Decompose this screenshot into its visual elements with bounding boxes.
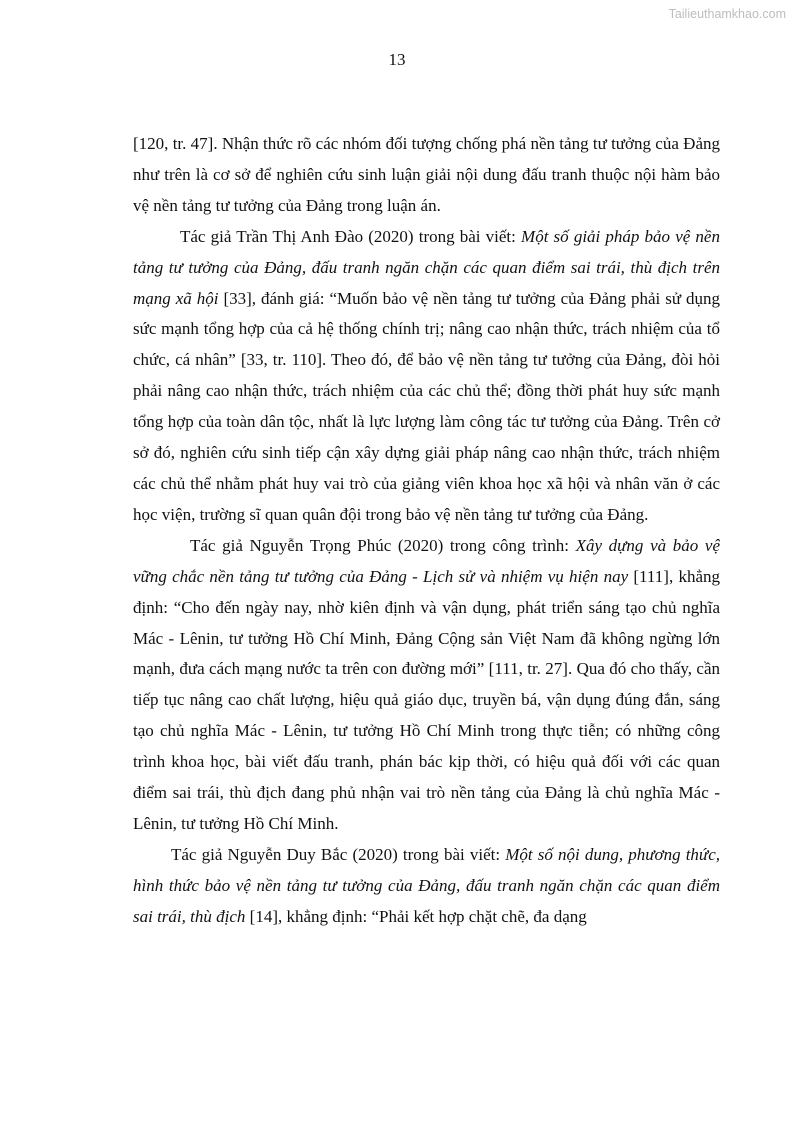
paragraph-3-title: Xây dựng và bảo vệ vững chắc nền tảng tư tưởng của Đảng - Lịch sử và nhiệm vụ hiện nay — [133, 535, 720, 586]
paragraph-1: [120, tr. 47]. Nhận thức rõ các nhóm đối tượng chống phá nền tảng tư tưởng của Đảng như trên là cơ sở để nghiên cứu sinh luận giải nội dung đấu tranh thuộc nội hàm bảo vệ nền tảng tư tưởng của Đảng trong luận án. — [133, 134, 720, 215]
body-text — [133, 129, 720, 933]
paragraph-4-body: [14], khẳng định: “Phải kết hợp chặt chẽ, đa dạng — [245, 906, 587, 926]
paragraph-4-intro: Tác giả Nguyễn Duy Bắc (2020) trong bài viết: — [171, 844, 506, 864]
paragraph-2-title: Một số giải pháp bảo vệ nền tảng tư tưởng của Đảng, đấu tranh ngăn chặn các quan điểm sai trái, thù địch trên mạng xã hội — [133, 226, 720, 308]
watermark: Tailieuthamkhao.com — [668, 7, 786, 21]
paragraph-4-title: Một số nội dung, phương thức, hình thức bảo vệ nền tảng tư tưởng của Đảng, đấu tranh ngăn chặn các quan điểm sai trái, thù địch — [133, 844, 720, 926]
paragraph-3-body: [111], khẳng định: “Cho đến ngày nay, nhờ kiên định và vận dụng, phát triển sáng tạo chủ nghĩa Mác - Lênin, tư tưởng Hồ Chí Minh, Đảng Cộng sản Việt Nam đã không ngừng lớn mạnh, đưa cách mạng nước ta trên con đường mới” [111, tr. 27]. Qua đó cho thấy, cần tiếp tục nâng cao chất lượng, hiệu quả giáo dục, truyền bá, vận dụng đúng đắn, sáng tạo chủ nghĩa Mác - Lênin, tư tưởng Hồ Chí Minh trong thực tiễn; có những công trình khoa học, bài viết đấu tranh, phán bác kịp thời, có hiệu quả đối với các quan điểm sai trái, thù địch đang phủ nhận vai trò nền tảng của Đảng là chủ nghĩa Mác - Lênin, tư tưởng Hồ Chí Minh. — [133, 566, 720, 833]
paragraph-3 — [133, 531, 720, 840]
page-number: 13 — [388, 50, 406, 69]
paragraph-2-body: [33], đánh giá: “Muốn bảo vệ nền tảng tư tưởng của Đảng phải sử dụng sức mạnh tổng hợp của cả hệ thống chính trị; nâng cao nhận thức, trách nhiệm của tổ chức, cá nhân” [33, tr. 110]. Theo đó, để bảo vệ nền tảng tư tưởng của Đảng, đòi hỏi phải nâng cao nhận thức, trách nhiệm của các chủ thể; đồng thời phát huy sức mạnh tổng hợp của toàn dân tộc, nhất là lực lượng làm công tác tư tưởng của Đảng. Trên cở sở đó, nghiên cứu sinh tiếp cận xây dựng giải pháp nâng cao nhận thức, trách nhiệm các chủ thể nhằm phát huy vai trò của giảng viên khoa học xã hội và nhân văn ở các học viện, trường sĩ quan quân đội trong bảo vệ nền tảng tư tưởng của Đảng. — [133, 288, 720, 524]
paragraph-2-intro: Tác giả Trần Thị Anh Đào (2020) trong bài viết: — [180, 226, 522, 246]
paragraph-4 — [133, 840, 720, 933]
paragraph-3-intro: Tác giả Nguyễn Trọng Phúc (2020) trong công trình: — [190, 535, 576, 555]
paragraph-2 — [133, 222, 720, 531]
